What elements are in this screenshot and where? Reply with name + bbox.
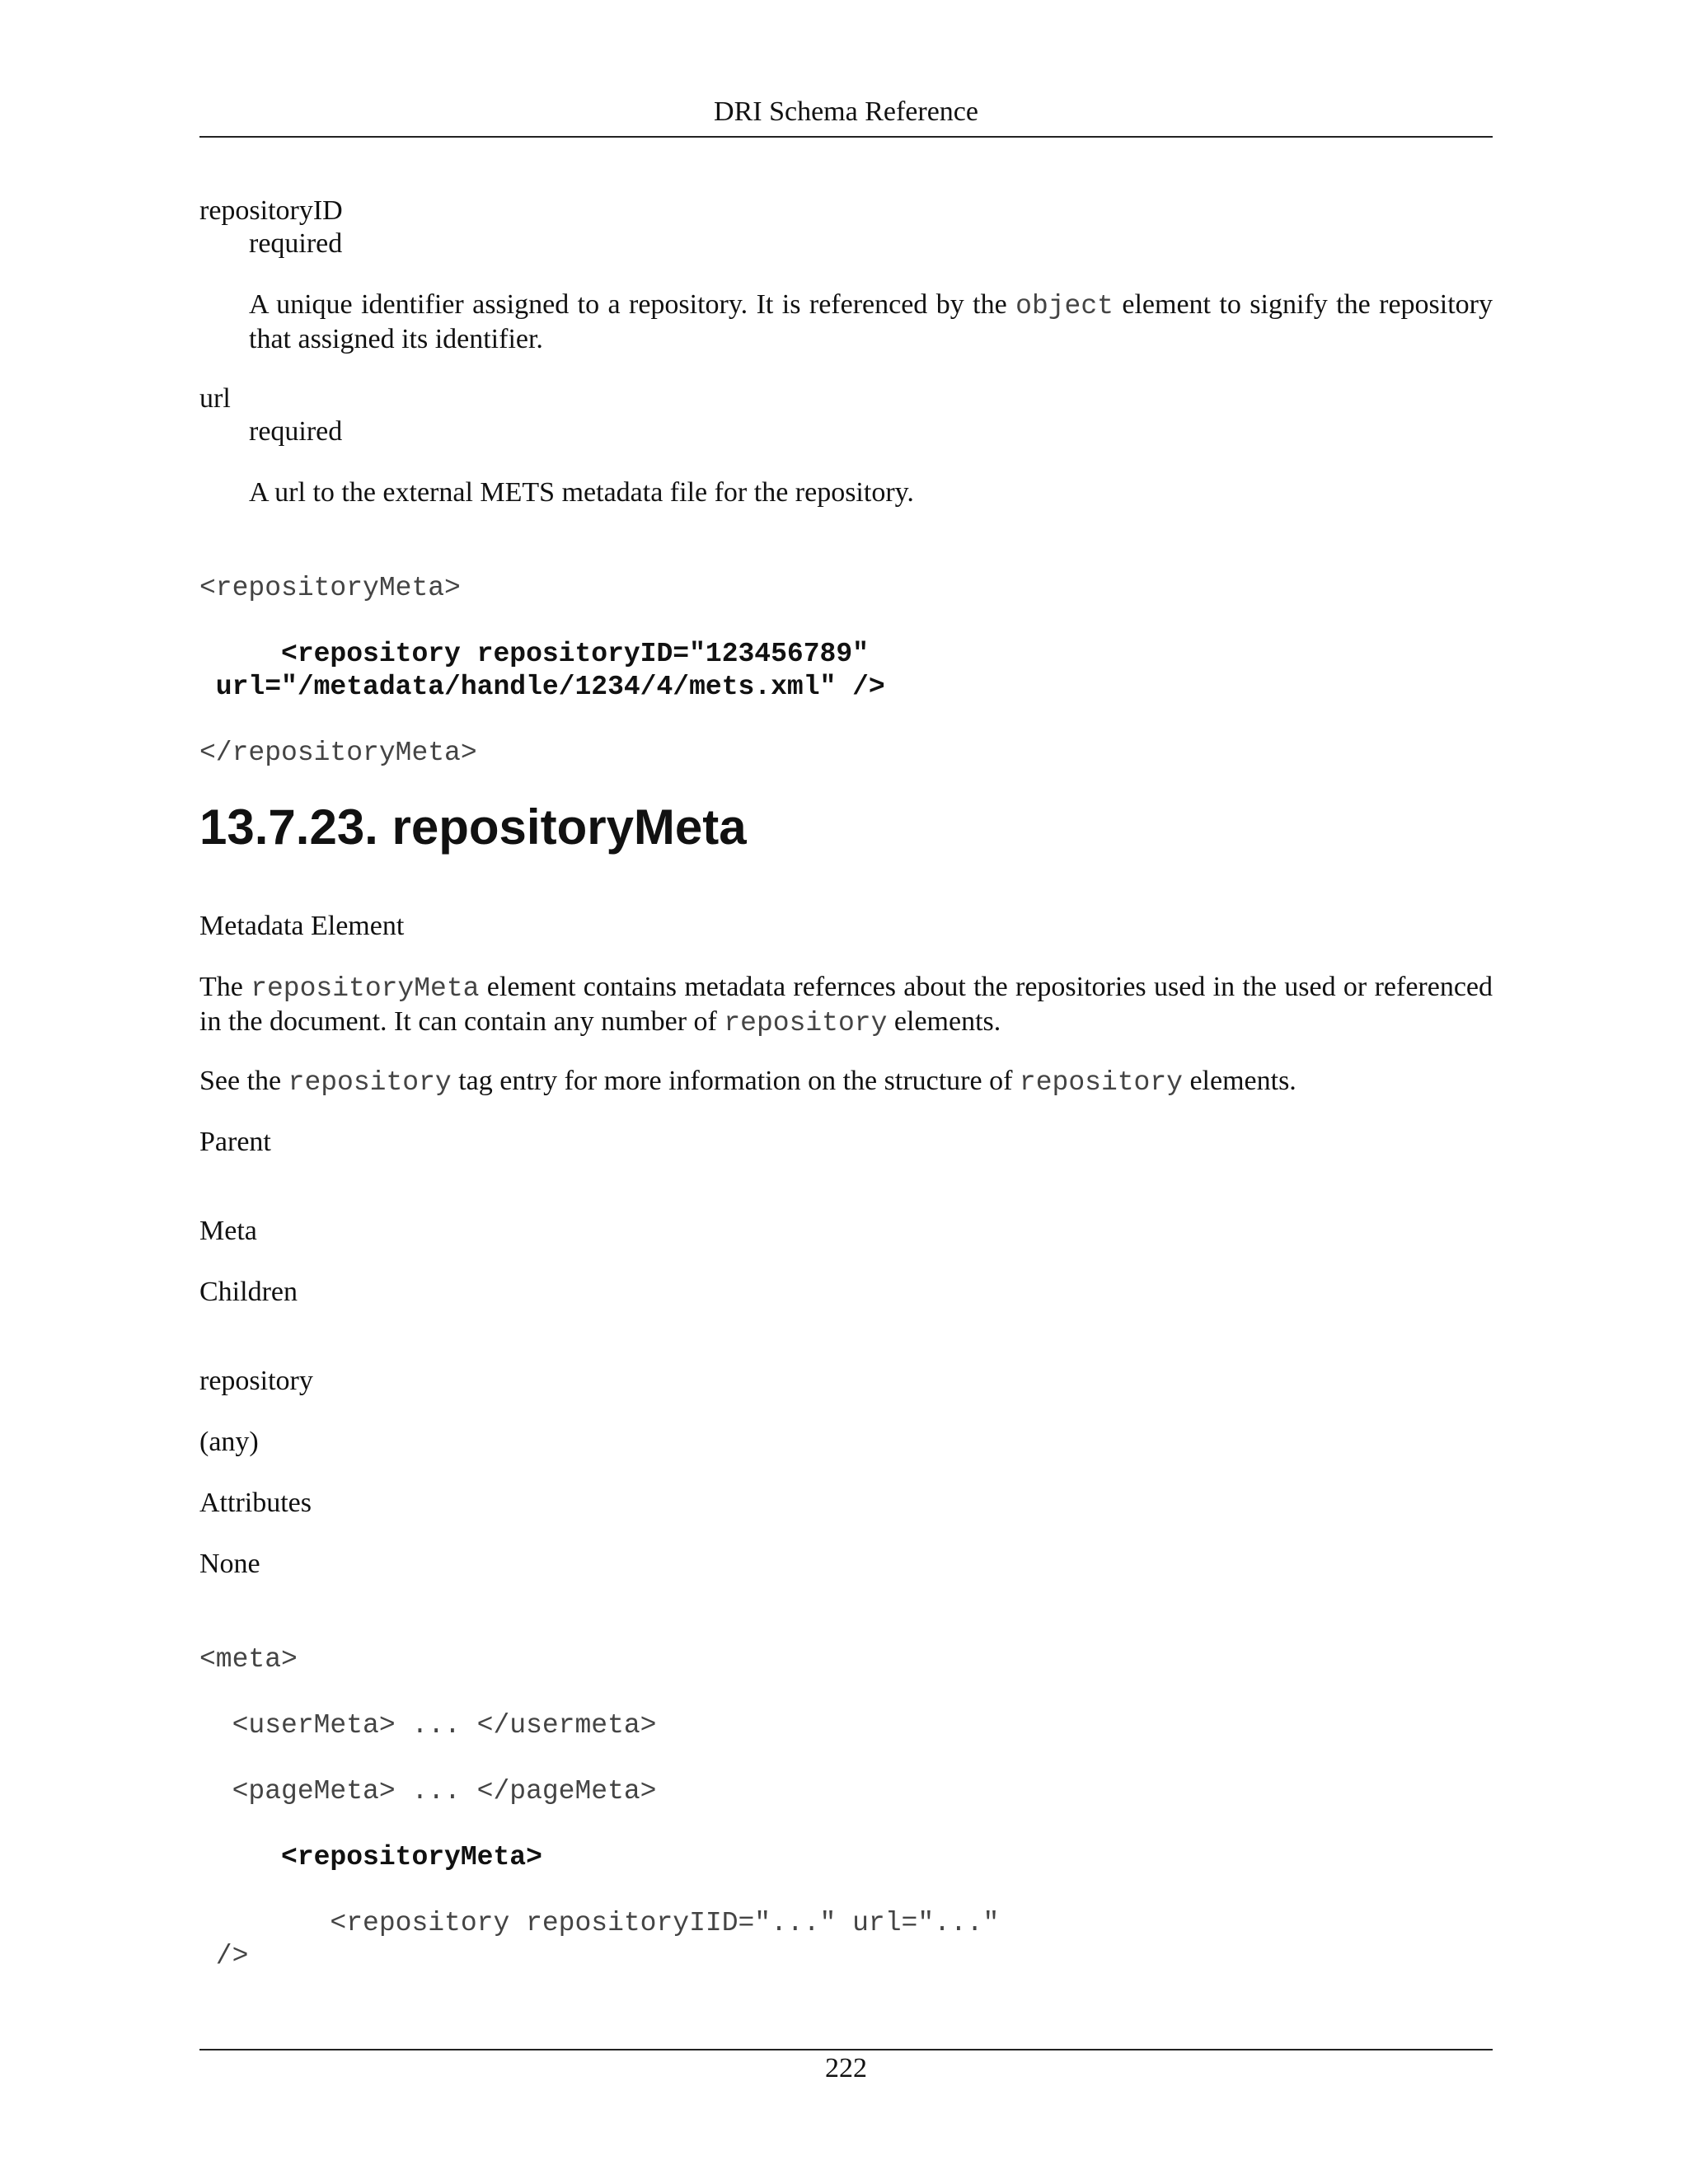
attributes-label: Attributes bbox=[199, 1488, 312, 1518]
child-item: (any) bbox=[199, 1427, 259, 1457]
code-line-emphasis: <repository repositoryID="123456789" bbox=[199, 639, 869, 669]
attribute-requirement: required bbox=[249, 228, 343, 259]
header-rule bbox=[199, 136, 1493, 138]
attribute-requirement: required bbox=[249, 416, 343, 447]
attribute-description: A url to the external METS metadata file for the repository. bbox=[249, 477, 914, 508]
parent-label: Parent bbox=[199, 1127, 271, 1157]
inline-code: repository bbox=[1019, 1067, 1183, 1098]
attribute-name-url: url bbox=[199, 383, 231, 414]
code-line: <pageMeta> ... </pageMeta> bbox=[199, 1776, 657, 1807]
see-also-paragraph: See the repository tag entry for more information on the structure of repository elements. bbox=[199, 1066, 1296, 1098]
children-label: Children bbox=[199, 1277, 298, 1307]
attributes-value: None bbox=[199, 1549, 260, 1579]
inline-code: repository bbox=[288, 1067, 452, 1098]
inline-code: repository bbox=[724, 1008, 888, 1038]
parent-value: Meta bbox=[199, 1216, 257, 1246]
inline-code: object bbox=[1015, 291, 1114, 321]
code-line: <meta> bbox=[199, 1644, 298, 1675]
code-line: </repositoryMeta> bbox=[199, 738, 477, 768]
description-paragraph: The repositoryMeta element contains metadata refernces about the repositories used in the used or referenced in the document. It can contain any number of repository elements. bbox=[199, 972, 1493, 1038]
attribute-description: A unique identifier assigned to a repository. It is referenced by the object element to signify the repository that assigned its identifier. bbox=[249, 289, 1493, 354]
section-heading: 13.7.23. repositoryMeta bbox=[199, 799, 747, 855]
running-header: DRI Schema Reference bbox=[714, 96, 978, 127]
footer-rule bbox=[199, 2049, 1493, 2050]
code-line-emphasis: url="/metadata/handle/1234/4/mets.xml" /> bbox=[199, 672, 885, 702]
child-item: repository bbox=[199, 1366, 313, 1396]
code-line: <repository repositoryIID="..." url="..." bbox=[199, 1908, 1000, 1938]
code-line: <userMeta> ... </usermeta> bbox=[199, 1710, 657, 1741]
attribute-name-repositoryid: repositoryID bbox=[199, 195, 343, 226]
page-number: 222 bbox=[825, 2053, 867, 2083]
code-line: <repositoryMeta> bbox=[199, 573, 461, 603]
element-type: Metadata Element bbox=[199, 911, 405, 941]
inline-code: repositoryMeta bbox=[251, 973, 480, 1004]
code-line: /> bbox=[199, 1941, 249, 1971]
code-line-emphasis: <repositoryMeta> bbox=[199, 1842, 542, 1872]
